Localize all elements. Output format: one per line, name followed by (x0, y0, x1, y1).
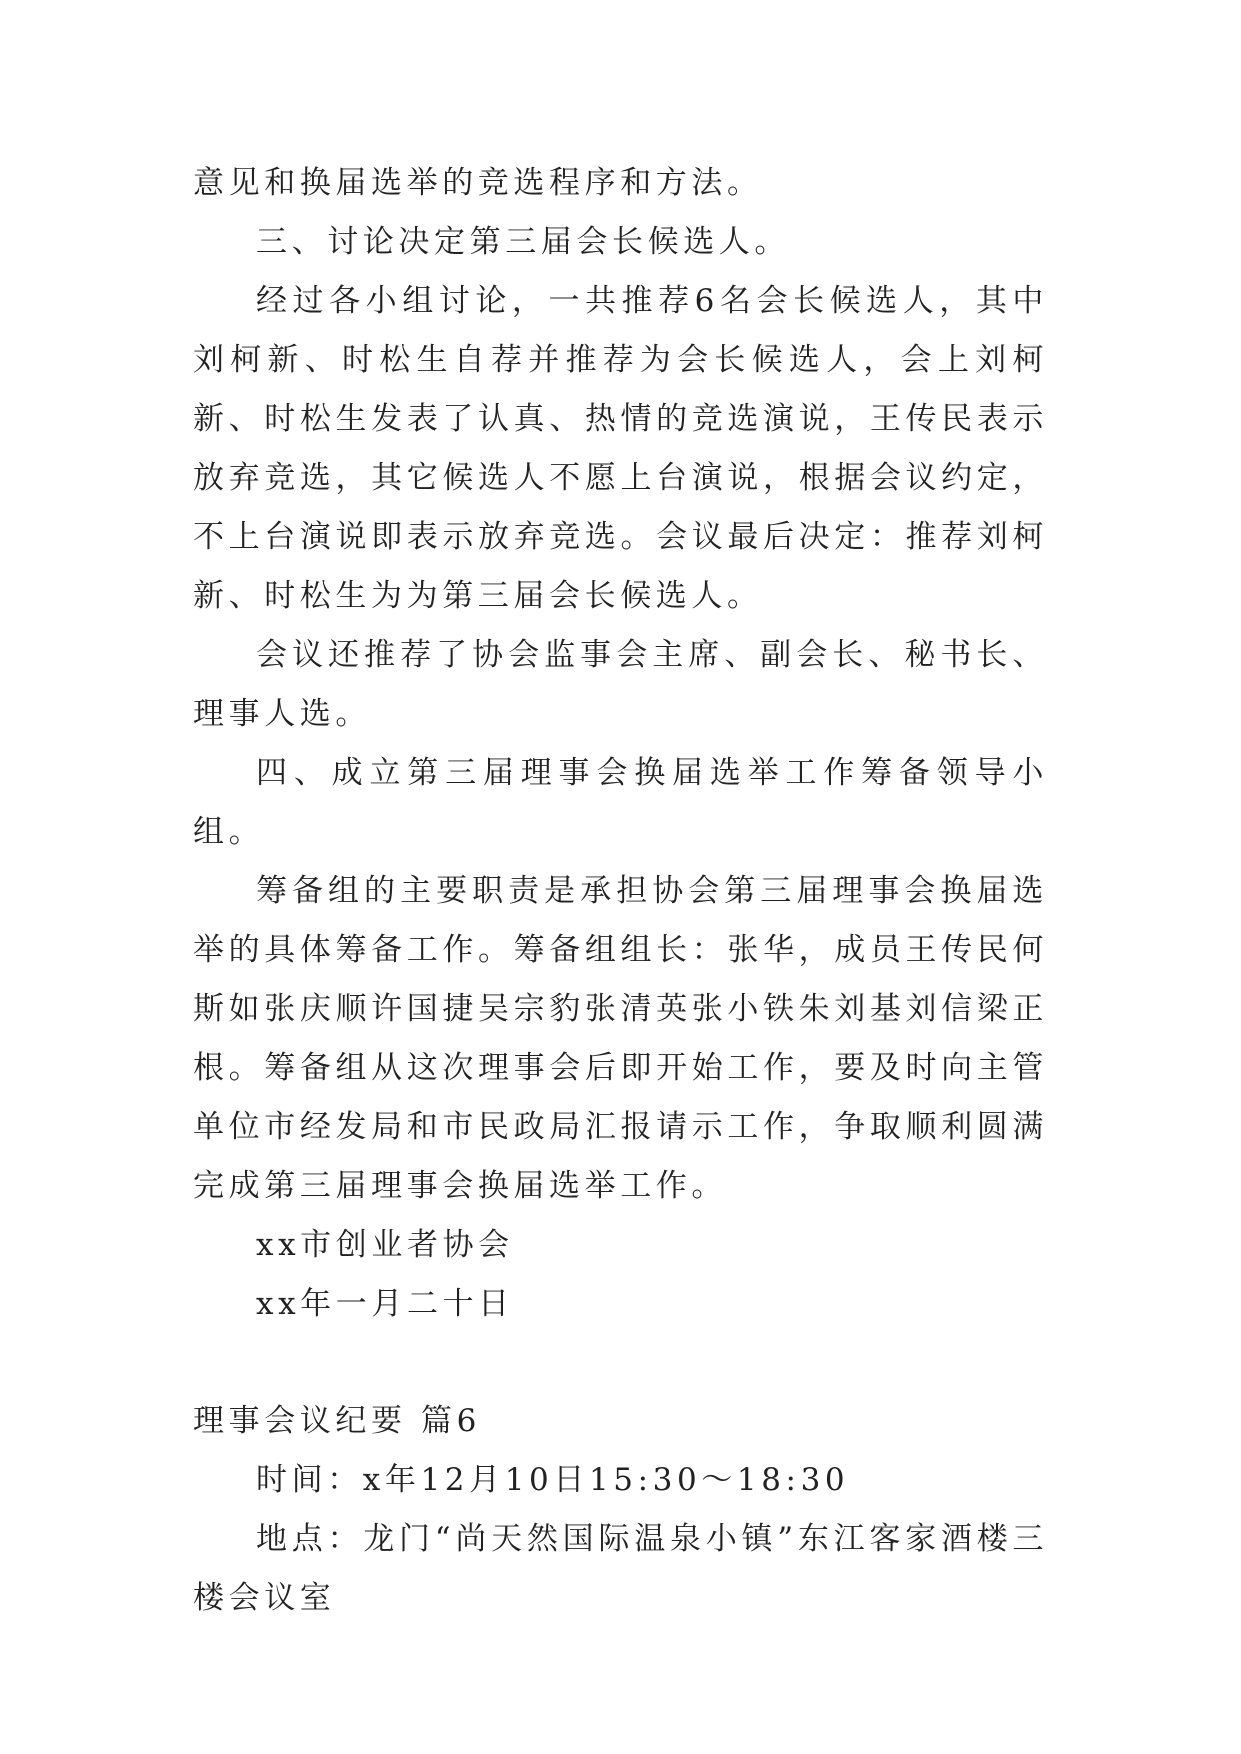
section-title: 理事会议纪要 篇6 (193, 1403, 481, 1439)
paragraph-preparatory-group: 筹备组的主要职责是承担协会第三届理事会换届选举的具体筹备工作。筹备组组长：张华，成员王传民何斯如张庆顺许国捷吴宗豹张清英张小铁朱刘基刘信梁正根。筹备组从这次理事会后即开始工作，要及时向主管单位市经发局和市民政局汇报请示工作，争取顺利圆满完成第三届理事会换届选举工作。 (193, 873, 1048, 1204)
document-body (193, 154, 1048, 1628)
paragraph-nominations: 会议还推荐了协会监事会主席、副会长、秘书长、理事人选。 (193, 637, 1048, 732)
meeting-place: 地点：龙门“尚天然国际温泉小镇”东江客家酒楼三楼会议室 (193, 1521, 1048, 1616)
meeting-time: 时间：x年12月10日15:30～18:30 (256, 1462, 850, 1498)
paragraph-candidates: 经过各小组讨论，一共推荐6名会长候选人，其中刘柯新、时松生自荐并推荐为会长候选人，会上刘柯新、时松生发表了认真、热情的竞选演说，王传民表示放弃竞选，其它候选人不愿上台演说，根据会议约定，不上台演说即表示放弃竞选。会议最后决定：推荐刘柯新、时松生为为第三届会长候选人。 (193, 283, 1048, 614)
signature-date: xx年一月二十日 (256, 1286, 514, 1322)
section-spacer (193, 1334, 1048, 1392)
paragraph-election-procedure: 意见和换届选举的竞选程序和方法。 (193, 165, 763, 201)
heading-candidates: 三、讨论决定第三届会长候选人。 (256, 224, 790, 260)
heading-preparatory-group: 四、成立第三届理事会换届选举工作筹备领导小组。 (193, 755, 1048, 850)
signature-organization: xx市创业者协会 (256, 1227, 514, 1263)
